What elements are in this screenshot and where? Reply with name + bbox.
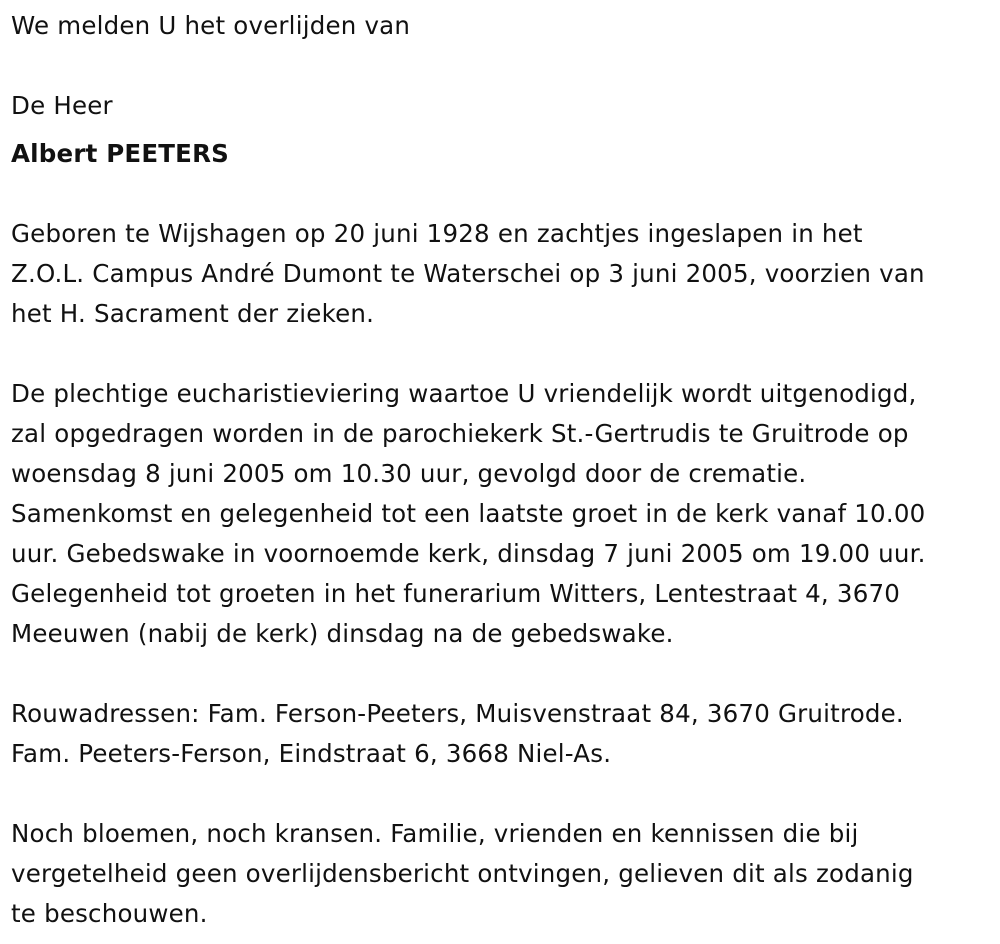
paragraph-line: Gelegenheid tot groeten in het funerarium Witters, Lentestraat 4, 3670 — [11, 579, 901, 608]
birth-death-paragraph — [11, 214, 996, 334]
closing-paragraph — [11, 814, 996, 934]
paragraph-line: Noch bloemen, noch kransen. Familie, vrienden en kennissen die bij — [11, 819, 859, 848]
paragraph-line: Fam. Peeters-Ferson, Eindstraat 6, 3668 Niel-As. — [11, 739, 612, 768]
intro-text: We melden U het overlijden van — [11, 11, 411, 40]
paragraph-line: het H. Sacrament der zieken. — [11, 299, 375, 328]
ceremony-paragraph — [11, 374, 996, 654]
paragraph-line: vergetelheid geen overlijdensbericht ontvingen, gelieven dit als zodanig — [11, 859, 914, 888]
spacer — [11, 774, 996, 814]
paragraph-line: Z.O.L. Campus André Dumont te Waterschei op 3 juni 2005, voorzien van — [11, 259, 925, 288]
paragraph-line: Geboren te Wijshagen op 20 juni 1928 en zachtjes ingeslapen in het — [11, 219, 863, 248]
addresses-paragraph — [11, 694, 996, 774]
death-notice — [11, 6, 996, 934]
salutation: De Heer — [11, 91, 113, 120]
paragraph-line: zal opgedragen worden in de parochiekerk St.-Gertrudis te Gruitrode op — [11, 419, 909, 448]
paragraph-line: woensdag 8 juni 2005 om 10.30 uur, gevolgd door de crematie. — [11, 459, 807, 488]
spacer — [11, 654, 996, 694]
deceased-name: Albert PEETERS — [11, 139, 230, 168]
spacer — [11, 334, 996, 374]
paragraph-line: Samenkomst en gelegenheid tot een laatste groet in de kerk vanaf 10.00 — [11, 499, 926, 528]
spacer — [11, 46, 996, 86]
paragraph-line: Rouwadressen: Fam. Ferson-Peeters, Muisvenstraat 84, 3670 Gruitrode. — [11, 699, 904, 728]
paragraph-line: De plechtige eucharistieviering waartoe U vriendelijk wordt uitgenodigd, — [11, 379, 917, 408]
paragraph-line: uur. Gebedswake in voornoemde kerk, dinsdag 7 juni 2005 om 19.00 uur. — [11, 539, 926, 568]
paragraph-line: te beschouwen. — [11, 899, 208, 928]
paragraph-line: Meeuwen (nabij de kerk) dinsdag na de gebedswake. — [11, 619, 674, 648]
spacer — [11, 126, 996, 134]
spacer — [11, 174, 996, 214]
